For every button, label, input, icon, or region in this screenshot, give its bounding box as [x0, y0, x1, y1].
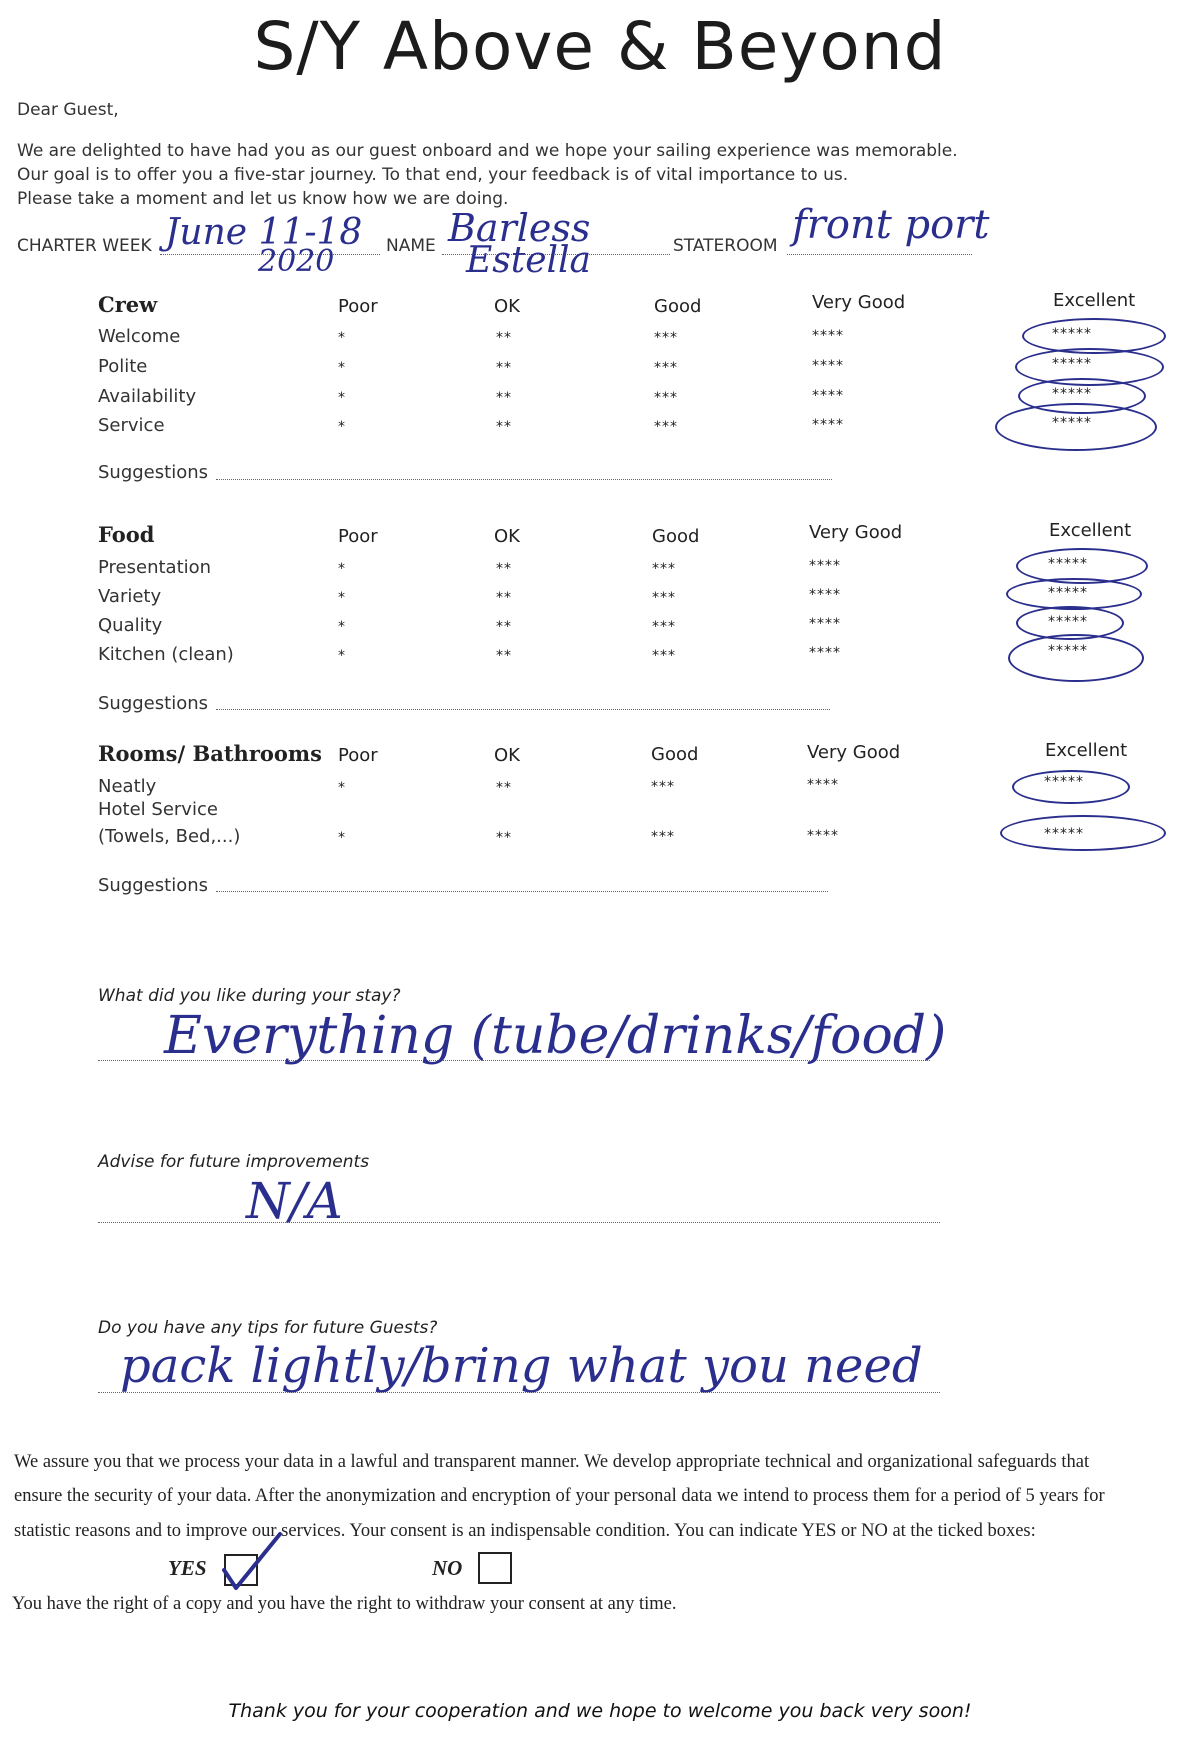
- col-very-good: Very Good: [807, 742, 901, 763]
- star-option[interactable]: ***: [654, 330, 678, 346]
- col-very-good: Very Good: [812, 292, 906, 313]
- col-poor: Poor: [338, 296, 378, 317]
- suggestions-line[interactable]: [216, 479, 832, 480]
- closing-message: Thank you for your cooperation and we hope to welcome you back very soon!: [228, 1700, 972, 1722]
- star-option[interactable]: **: [496, 619, 512, 635]
- star-option[interactable]: **: [496, 360, 512, 376]
- col-very-good: Very Good: [809, 522, 903, 543]
- col-ok: OK: [494, 296, 520, 317]
- star-option[interactable]: ****: [809, 616, 841, 632]
- stateroom-line: [787, 254, 972, 255]
- selection-circle: [1008, 634, 1144, 682]
- star-option[interactable]: **: [496, 830, 512, 846]
- question-tips: Do you have any tips for future Guests?: [98, 1318, 438, 1338]
- star-option[interactable]: ***: [654, 390, 678, 406]
- star-option[interactable]: ****: [807, 828, 839, 844]
- col-ok: OK: [494, 526, 520, 547]
- col-poor: Poor: [338, 745, 378, 766]
- charter-week-label: CHARTER WEEK: [17, 236, 152, 256]
- star-option-selected[interactable]: *****: [1048, 556, 1088, 572]
- star-option[interactable]: ***: [652, 561, 676, 577]
- star-option[interactable]: *: [338, 830, 346, 846]
- col-excellent: Excellent: [1049, 520, 1132, 541]
- legal-line-2: ensure the security of your data. After the anonymization and encryption of your personal data we intend to process them for a period of 5 years for: [14, 1486, 1105, 1506]
- star-option[interactable]: ****: [812, 388, 844, 404]
- col-ok: OK: [494, 745, 520, 766]
- intro-line-1: We are delighted to have had you as our guest onboard and we hope your sailing experience was memorable.: [17, 141, 958, 161]
- star-option[interactable]: ****: [807, 777, 839, 793]
- row-label: Kitchen (clean): [98, 644, 234, 665]
- row-label: Neatly: [98, 776, 157, 797]
- star-option[interactable]: *: [338, 648, 346, 664]
- rights-text: You have the right of a copy and you have the right to withdraw your consent at any time.: [12, 1594, 677, 1614]
- row-label: Presentation: [98, 557, 212, 578]
- suggestions-label: Suggestions: [98, 693, 208, 714]
- answer-tips[interactable]: pack lightly/bring what you need: [120, 1338, 923, 1394]
- star-option-selected[interactable]: *****: [1052, 386, 1092, 402]
- row-label: Hotel Service: [98, 799, 218, 820]
- star-option-selected[interactable]: *****: [1052, 415, 1092, 431]
- col-good: Good: [652, 526, 700, 547]
- suggestions-line[interactable]: [216, 709, 830, 710]
- star-option[interactable]: ****: [812, 358, 844, 374]
- star-option-selected[interactable]: *****: [1048, 614, 1088, 630]
- star-option[interactable]: ****: [812, 328, 844, 344]
- intro-line-2: Our goal is to offer you a five-star journey. To that end, your feedback is of vital importance to us.: [17, 165, 849, 185]
- star-option[interactable]: ****: [809, 558, 841, 574]
- row-label: Variety: [98, 586, 162, 607]
- star-option[interactable]: **: [496, 780, 512, 796]
- row-label: Availability: [98, 386, 197, 407]
- star-option-selected[interactable]: *****: [1044, 826, 1084, 842]
- name-value-2[interactable]: Estella: [466, 240, 592, 281]
- charter-week-value[interactable]: June 11-18: [165, 212, 363, 253]
- col-good: Good: [651, 744, 699, 765]
- star-option[interactable]: ***: [652, 619, 676, 635]
- star-option[interactable]: **: [496, 590, 512, 606]
- selection-circle: [1000, 815, 1166, 851]
- star-option[interactable]: ****: [809, 645, 841, 661]
- star-option[interactable]: **: [496, 419, 512, 435]
- checkmark-icon: [218, 1530, 288, 1594]
- section-title-rooms: Rooms/ Bathrooms: [98, 741, 322, 766]
- star-option[interactable]: ***: [651, 779, 675, 795]
- star-option[interactable]: ***: [652, 648, 676, 664]
- star-option[interactable]: ****: [809, 587, 841, 603]
- star-option[interactable]: *: [338, 360, 346, 376]
- no-checkbox[interactable]: [478, 1552, 512, 1584]
- star-option-selected[interactable]: *****: [1052, 326, 1092, 342]
- col-excellent: Excellent: [1045, 740, 1128, 761]
- star-option[interactable]: *: [338, 590, 346, 606]
- no-label: NO: [432, 1556, 463, 1580]
- page-title: S/Y Above & Beyond: [253, 8, 947, 85]
- row-label: Polite: [98, 356, 148, 377]
- star-option[interactable]: *: [338, 561, 346, 577]
- stateroom-value[interactable]: front port: [792, 202, 990, 248]
- greeting: Dear Guest,: [17, 100, 119, 120]
- question-liked: What did you like during your stay?: [98, 986, 401, 1006]
- star-option-selected[interactable]: *****: [1048, 643, 1088, 659]
- star-option[interactable]: **: [496, 330, 512, 346]
- row-label: Welcome: [98, 326, 181, 347]
- star-option[interactable]: *: [338, 390, 346, 406]
- question-improve: Advise for future improvements: [98, 1152, 370, 1172]
- yes-label: YES: [168, 1556, 207, 1580]
- star-option[interactable]: **: [496, 648, 512, 664]
- col-good: Good: [654, 296, 702, 317]
- row-label: Service: [98, 415, 165, 436]
- section-title-crew: Crew: [98, 292, 158, 317]
- suggestions-label: Suggestions: [98, 462, 208, 483]
- answer-liked[interactable]: Everything (tube/drinks/food): [164, 1006, 947, 1066]
- star-option-selected[interactable]: *****: [1052, 356, 1092, 372]
- star-option[interactable]: *: [338, 780, 346, 796]
- selection-circle: [995, 403, 1157, 451]
- name-value[interactable]: Barless: [448, 206, 591, 250]
- star-option-selected[interactable]: *****: [1044, 774, 1084, 790]
- star-option[interactable]: ***: [654, 419, 678, 435]
- star-option[interactable]: ***: [652, 590, 676, 606]
- selection-circle: [1012, 770, 1130, 804]
- row-label: Quality: [98, 615, 163, 636]
- answer-improve[interactable]: N/A: [246, 1172, 343, 1230]
- col-excellent: Excellent: [1053, 290, 1136, 311]
- star-option[interactable]: ***: [651, 829, 675, 845]
- answer-line-improve: [98, 1222, 940, 1223]
- row-label: (Towels, Bed,...): [98, 826, 241, 847]
- suggestions-label: Suggestions: [98, 875, 208, 896]
- charter-week-year[interactable]: 2020: [258, 244, 335, 279]
- star-option[interactable]: **: [496, 561, 512, 577]
- section-title-food: Food: [98, 522, 155, 547]
- star-option-selected[interactable]: *****: [1048, 585, 1088, 601]
- star-option[interactable]: **: [496, 390, 512, 406]
- star-option[interactable]: ***: [654, 360, 678, 376]
- star-option[interactable]: ****: [812, 417, 844, 433]
- col-poor: Poor: [338, 526, 378, 547]
- star-option[interactable]: *: [338, 330, 346, 346]
- star-option[interactable]: *: [338, 419, 346, 435]
- name-label: NAME: [386, 236, 436, 256]
- legal-line-1: We assure you that we process your data in a lawful and transparent manner. We develop appropriate technical and organizational safeguards that: [14, 1452, 1090, 1472]
- intro-line-3: Please take a moment and let us know how we are doing.: [17, 189, 509, 209]
- stateroom-label: STATEROOM: [673, 236, 778, 256]
- suggestions-line[interactable]: [216, 891, 828, 892]
- star-option[interactable]: *: [338, 619, 346, 635]
- legal-line-3: statistic reasons and to improve our services. Your consent is an indispensable condition. You can indicate YES or NO at the ticked boxes:: [14, 1521, 1036, 1541]
